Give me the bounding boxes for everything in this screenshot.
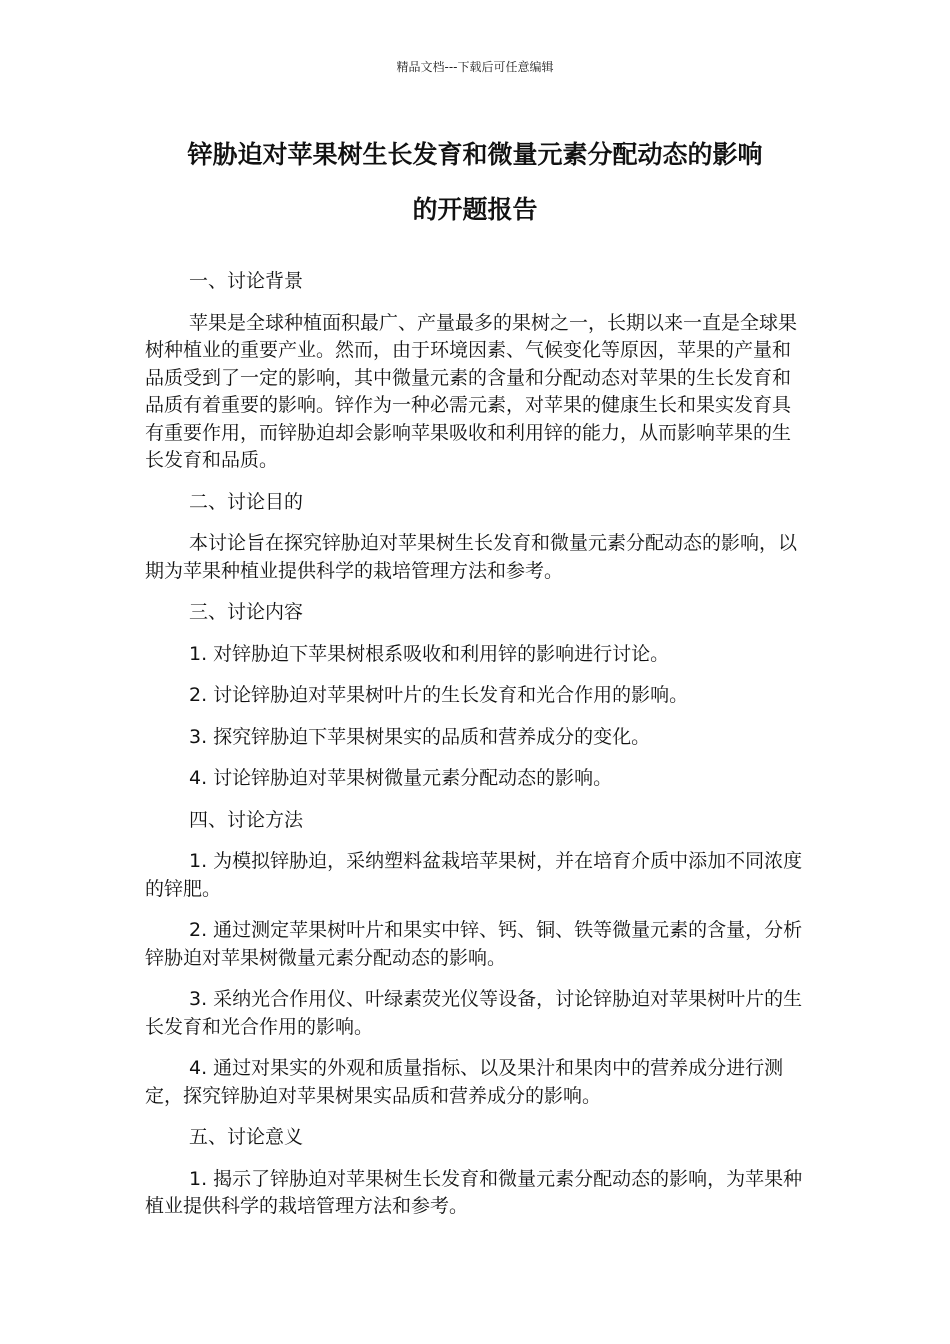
section-heading-methods: 四、讨论方法	[189, 808, 304, 831]
section-heading-content: 三、讨论内容	[189, 601, 304, 623]
document-body	[145, 268, 805, 1235]
document-title-line-2: 的开题报告	[412, 195, 538, 224]
paragraph: 本讨论旨在探究锌胁迫对苹果树生长发育和微量元素分配动态的影响，以期为苹果种植业提供科学的栽培管理方法和参考。	[145, 532, 798, 582]
list-item: 4. 讨论锌胁迫对苹果树微量元素分配动态的影响。	[189, 767, 613, 789]
paragraph: 苹果是全球种植面积最广、产量最多的果树之一，长期以来一直是全球果树种植业的重要产业。然而，由于环境因素、气候变化等原因，苹果的产量和品质受到了一定的影响，其中微量元素的含量和分配动态对苹果的生长发育和品质有着重要的影响。锌作为一种必需元素，对苹果的健康生长和果实发育具有重要作用，而锌胁迫却会影响苹果吸收和利用锌的能力，从而影响苹果的生长发育和品质。	[145, 311, 798, 471]
section-heading-background: 一、讨论背景	[189, 270, 304, 292]
list-item: 2. 通过测定苹果树叶片和果实中锌、钙、铜、铁等微量元素的含量，分析锌胁迫对苹果树微量元素分配动态的影响。	[145, 919, 803, 969]
list-item: 3. 采纳光合作用仪、叶绿素荧光仪等设备，讨论锌胁迫对苹果树叶片的生长发育和光合作用的影响。	[145, 988, 803, 1038]
document-title-line-1: 锌胁迫对苹果树生长发育和微量元素分配动态的影响	[187, 140, 763, 169]
list-item: 2. 讨论锌胁迫对苹果树叶片的生长发育和光合作用的影响。	[189, 684, 689, 706]
section-heading-significance: 五、讨论意义	[189, 1126, 304, 1148]
page-header: 精品文档---下载后可任意编辑	[396, 60, 554, 74]
list-item: 4. 通过对果实的外观和质量指标、以及果汁和果肉中的营养成分进行测定，探究锌胁迫对苹果树果实品质和营养成分的影响。	[145, 1057, 784, 1107]
section-heading-purpose: 二、讨论目的	[189, 490, 304, 513]
list-item: 3. 探究锌胁迫下苹果树果实的品质和营养成分的变化。	[189, 725, 651, 748]
list-item: 1. 对锌胁迫下苹果树根系吸收和利用锌的影响进行讨论。	[189, 642, 670, 665]
list-item: 1. 揭示了锌胁迫对苹果树生长发育和微量元素分配动态的影响，为苹果种植业提供科学的栽培管理方法和参考。	[145, 1167, 803, 1217]
list-item: 1. 为模拟锌胁迫，采纳塑料盆栽培苹果树，并在培育介质中添加不同浓度的锌肥。	[145, 850, 803, 900]
